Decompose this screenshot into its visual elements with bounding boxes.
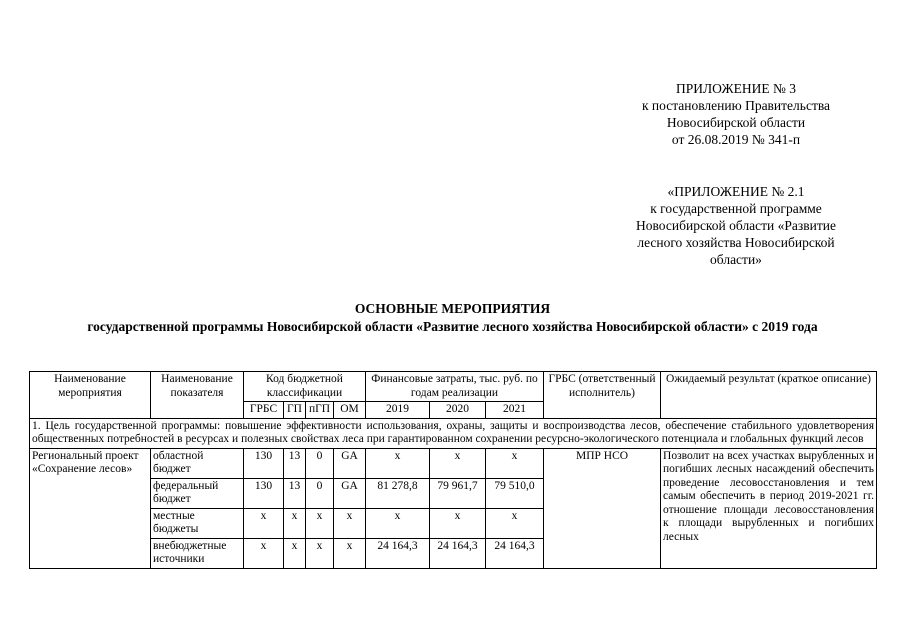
header-grbs-executor: ГРБС (ответственный исполнитель) — [544, 372, 661, 419]
pgp-cell: 0 — [306, 478, 334, 508]
indicator-cell: местные бюджеты — [151, 508, 244, 538]
expected-result-cell: Позволит на всех участках вырубленных и погибших лесных насаждений обеспечить проведение лесовосстановления и тем самым обеспечить в период 2019-2021 гг. отношение площади лесовосстановления к площади вырубленных и погибших лесных — [661, 448, 877, 568]
title-line1: ОСНОВНЫЕ МЕРОПРИЯТИЯ — [354, 301, 551, 316]
grbs-code-cell: 130 — [244, 478, 284, 508]
header-indicator-name: Наименование показателя — [151, 372, 244, 419]
indicator-cell: внебюджетные источники — [151, 538, 244, 568]
program-goal-text: 1. Цель государственной программы: повышение эффективности использования, охраны, защиты и воспроизводства лесов, обеспечение стабильного удовлетворения общественных потребностей в ресурсах и полезных свойствах леса при гарантированном сохранении ресурсно-экологического потенциала и глобальных функций лесов — [30, 418, 877, 448]
indicator-cell: федеральный бюджет — [151, 478, 244, 508]
om-cell: х — [334, 538, 366, 568]
appendix-2-1-line4: лесного хозяйства Новосибирской — [637, 235, 835, 250]
value-2019-cell: 24 164,3 — [366, 538, 430, 568]
header-financing: Финансовые затраты, тыс. руб. по годам реализации — [366, 372, 544, 402]
value-2020-cell: 24 164,3 — [430, 538, 486, 568]
appendix-3-line2: к постановлению Правительства — [641, 98, 831, 113]
value-2019-cell: х — [366, 508, 430, 538]
header-grbs-code: ГРБС — [244, 402, 284, 419]
value-2021-cell: 24 164,3 — [486, 538, 544, 568]
value-2020-cell: х — [430, 448, 486, 478]
grbs-code-cell: х — [244, 538, 284, 568]
table-row — [30, 448, 877, 478]
appendix-2-1-line5: области» — [710, 252, 762, 267]
header-expected-result: Ожидаемый результат (краткое описание) — [661, 372, 877, 419]
value-2019-cell: х — [366, 448, 430, 478]
value-2020-cell: х — [430, 508, 486, 538]
om-cell: GA — [334, 478, 366, 508]
goal-row — [30, 418, 877, 448]
pgp-cell: х — [306, 538, 334, 568]
header-year-2020: 2020 — [430, 402, 486, 419]
appendix-2-1-line2: к государственной программе — [650, 201, 822, 216]
om-cell: GA — [334, 448, 366, 478]
appendix-3-line3: Новосибирской области — [666, 115, 806, 130]
main-events-table — [29, 371, 877, 569]
appendix-3-line1: ПРИЛОЖЕНИЕ № 3 — [675, 81, 797, 96]
gp-cell: х — [284, 538, 306, 568]
header-pgp: пГП — [306, 402, 334, 419]
appendix-2-1-line1: «ПРИЛОЖЕНИЕ № 2.1 — [667, 184, 805, 199]
appendix-3-header — [606, 80, 866, 148]
header-gp: ГП — [284, 402, 306, 419]
value-2020-cell: 79 961,7 — [430, 478, 486, 508]
value-2021-cell: 79 510,0 — [486, 478, 544, 508]
header-year-2021: 2021 — [486, 402, 544, 419]
value-2019-cell: 81 278,8 — [366, 478, 430, 508]
gp-cell: 13 — [284, 448, 306, 478]
title-line2: государственной программы Новосибирской области «Развитие лесного хозяйства Новосибирской области» с 2019 года — [87, 319, 818, 334]
appendix-3-line4: от 26.08.2019 № 341-п — [671, 132, 801, 147]
header-om: ОМ — [334, 402, 366, 419]
header-row-1 — [30, 372, 877, 402]
event-name-cell: Региональный проект «Сохранение лесов» — [30, 448, 151, 568]
header-budget-code: Код бюджетной классификации — [244, 372, 366, 402]
pgp-cell: х — [306, 508, 334, 538]
gp-cell: 13 — [284, 478, 306, 508]
gp-cell: х — [284, 508, 306, 538]
pgp-cell: 0 — [306, 448, 334, 478]
header-event-name: Наименование мероприятия — [30, 372, 151, 419]
appendix-2-1-line3: Новосибирской области «Развитие — [636, 218, 836, 233]
indicator-cell: областной бюджет — [151, 448, 244, 478]
grbs-code-cell: 130 — [244, 448, 284, 478]
value-2021-cell: х — [486, 448, 544, 478]
om-cell: х — [334, 508, 366, 538]
header-year-2019: 2019 — [366, 402, 430, 419]
executor-cell: МПР НСО — [544, 448, 661, 568]
value-2021-cell: х — [486, 508, 544, 538]
appendix-2-1-header — [600, 183, 872, 268]
grbs-code-cell: х — [244, 508, 284, 538]
document-title — [0, 300, 905, 336]
